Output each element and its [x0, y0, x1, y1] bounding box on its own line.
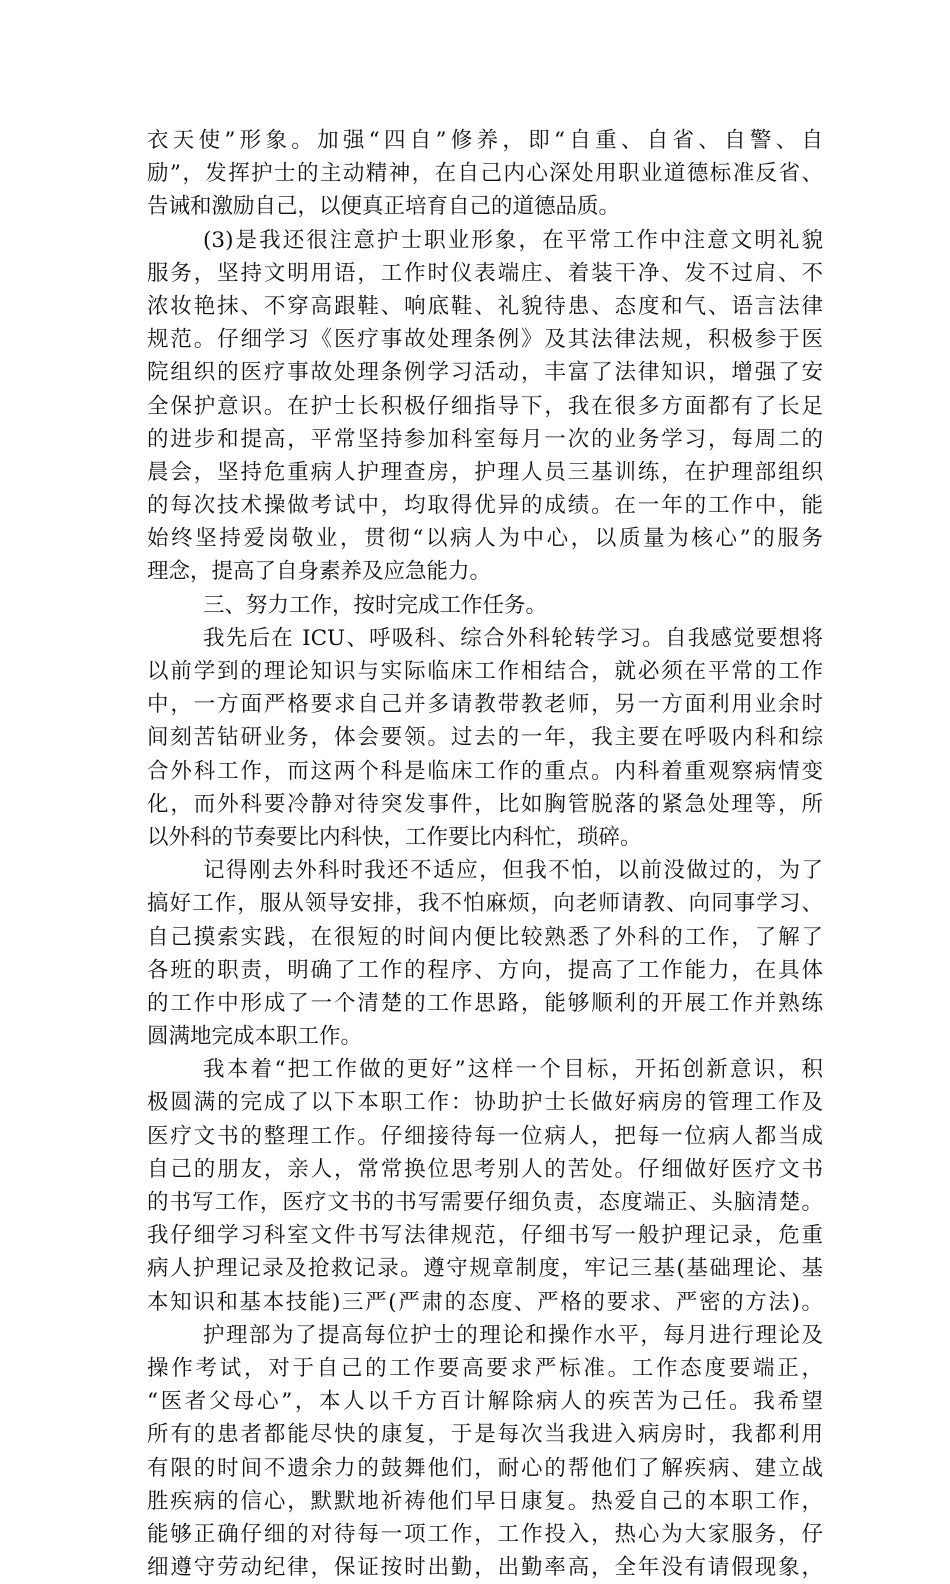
text-line: 合外科工作，而这两个科是临床工作的重点。内科着重观察病情变 — [147, 758, 823, 784]
text-line: 的工作中形成了一个清楚的工作思路，能够顺利的开展工作并熟练 — [147, 990, 823, 1016]
text-line: 衣天使”形象。加强“四自”修养，即“自重、自省、自警、自 — [147, 128, 823, 153]
text-line: (3)是我还很注意护士职业形象，在平常工作中注意文明礼貌 — [203, 227, 823, 253]
text-line: 各班的职责，明确了工作的程序、方向，提高了工作能力，在具体 — [147, 957, 823, 983]
text-line: 我本着“把工作做的更好”这样一个目标，开拓创新意识，积 — [203, 1057, 823, 1083]
text-line: 浓妆艳抹、不穿高跟鞋、响底鞋、礼貌待患、态度和气、语言法律 — [147, 293, 823, 319]
text-line: 所有的患者都能尽快的康复，于是每次当我进入病房时，我都利用 — [147, 1422, 823, 1448]
text-line: 告诫和激励自己，以便真正培育自己的道德品质。 — [147, 194, 621, 220]
text-line: 我先后在 ICU、呼吸科、综合外科轮转学习。自我感觉要想将 — [203, 625, 823, 651]
text-line: 自己摸索实践，在很短的时间内便比较熟悉了外科的工作，了解了 — [147, 924, 823, 950]
text-line: 操作考试，对于自己的工作要高要求严标准。工作态度要端正， — [147, 1355, 823, 1381]
text-line: 理念，提高了自身素养及应急能力。 — [147, 559, 492, 585]
text-line: 有限的时间不遗余力的鼓舞他们，耐心的帮他们了解疾病、建立战 — [147, 1455, 823, 1481]
text-line: 始终坚持爱岗敬业，贯彻“以病人为中心，以质量为核心”的服务 — [147, 526, 823, 552]
text-line: “医者父母心”，本人以千方百计解除病人的疾苦为己任。我希望 — [147, 1389, 823, 1415]
text-line: 自己的朋友，亲人，常常换位思考别人的苦处。仔细做好医疗文书 — [147, 1156, 823, 1182]
text-line: 间刻苦钻研业务，体会要领。过去的一年，我主要在呼吸内科和综 — [147, 725, 823, 751]
text-line: 本知识和基本技能)三严(严肃的态度、严格的要求、严密的方法)。 — [147, 1289, 823, 1315]
text-line: 以前学到的理论知识与实际临床工作相结合，就必须在平常的工作 — [147, 659, 823, 684]
text-line: 服务，坚持文明用语，工作时仪表端庄、着装干净、发不过肩、不 — [147, 260, 823, 286]
text-line: 搞好工作，服从领导安排，我不怕麻烦，向老师请教、向同事学习、 — [147, 891, 823, 917]
text-line: 极圆满的完成了以下本职工作：协助护士长做好病房的管理工作及 — [147, 1090, 823, 1116]
document-page — [147, 124, 823, 1584]
text-line: 的每次技术操做考试中，均取得优异的成绩。在一年的工作中，能 — [147, 493, 823, 519]
text-line: 护理部为了提高每位护士的理论和操作水平，每月进行理论及 — [203, 1322, 823, 1348]
text-line: 院组织的医疗事故处理条例学习活动，丰富了法律知识，增强了安 — [147, 360, 823, 386]
text-line: 励”，发挥护士的主动精神，在自己内心深处用职业道德标准反省、 — [147, 161, 823, 187]
text-line: 圆满地完成本职工作。 — [147, 1024, 363, 1050]
text-line: 能够正确仔细的对待每一项工作，工作投入，热心为大家服务，仔 — [147, 1521, 823, 1547]
text-line: 胜疾病的信心，默默地祈祷他们早日康复。热爱自己的本职工作， — [147, 1488, 823, 1514]
text-line: 化，而外科要冷静对待突发事件，比如胸管脱落的紧急处理等，所 — [147, 791, 823, 817]
text-line: 中，一方面严格要求自己并多请教带教老师，另一方面利用业余时 — [147, 692, 823, 718]
text-line: 细遵守劳动纪律，保证按时出勤，出勤率高，全年没有请假现象， — [147, 1555, 823, 1581]
text-line: 三、努力工作，按时完成工作任务。 — [203, 592, 548, 618]
text-line: 记得刚去外科时我还不适应，但我不怕，以前没做过的，为了 — [203, 858, 823, 884]
text-line: 的进步和提高，平常坚持参加科室每月一次的业务学习，每周二的 — [147, 426, 823, 452]
text-line: 病人护理记录及抢救记录。遵守规章制度，牢记三基(基础理论、基 — [147, 1256, 823, 1282]
text-line: 以外科的节奏要比内科快，工作要比内科忙，琐碎。 — [147, 824, 642, 850]
text-line: 我仔细学习科室文件书写法律规范，仔细书写一般护理记录，危重 — [147, 1223, 823, 1249]
text-line: 全保护意识。在护士长积极仔细指导下，我在很多方面都有了长足 — [147, 393, 823, 419]
text-line: 的书写工作，医疗文书的书写需要仔细负责，态度端正、头脑清楚。 — [147, 1190, 823, 1215]
text-line: 晨会，坚持危重病人护理查房，护理人员三基训练，在护理部组织 — [147, 459, 823, 485]
text-line: 规范。仔细学习《医疗事故处理条例》及其法律法规，积极参于医 — [147, 327, 823, 353]
text-line: 医疗文书的整理工作。仔细接待每一位病人，把每一位病人都当成 — [147, 1123, 823, 1149]
